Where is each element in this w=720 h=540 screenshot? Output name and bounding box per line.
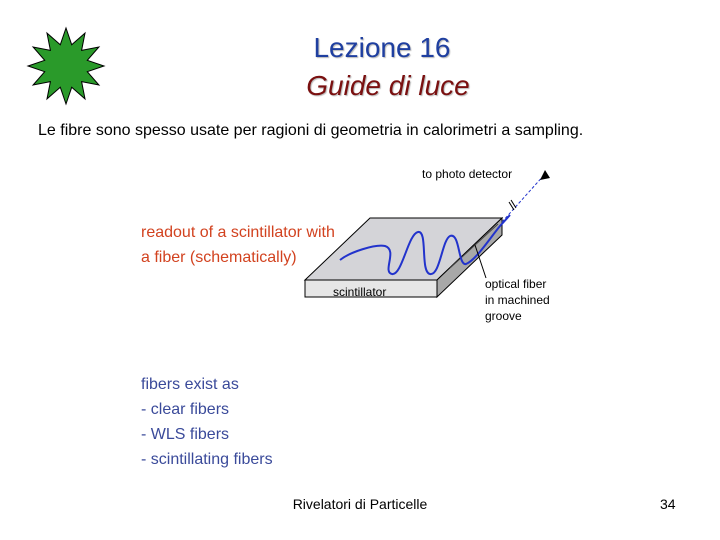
readout-label-line2: a fiber (schematically) xyxy=(141,249,297,266)
groove-label-line3: groove xyxy=(485,309,522,323)
photo-detector-label: to photo detector xyxy=(422,167,513,181)
readout-label-line1: readout of a scintillator with xyxy=(141,224,335,241)
fibers-heading: fibers exist as xyxy=(141,376,239,393)
list-item: - clear fibers xyxy=(141,401,230,418)
arrow-head-detector xyxy=(540,170,550,180)
scintillator-label: scintillator xyxy=(333,285,387,299)
intro-text: Le fibre sono spesso usate per ragioni di geometria in calorimetri a sampling. xyxy=(38,122,584,139)
list-item: - scintillating fibers xyxy=(141,451,273,468)
footer-course: Rivelatori di Particelle xyxy=(292,496,428,512)
groove-label xyxy=(485,276,550,324)
slide-subtitle: Guide di luce xyxy=(306,70,470,101)
fibers-list xyxy=(141,372,273,472)
groove-label-line1: optical fiber xyxy=(485,277,547,291)
groove-label-line2: in machined xyxy=(485,293,550,307)
page-number: 34 xyxy=(660,496,676,512)
slide-title: Lezione 16 xyxy=(313,32,451,63)
list-item: - WLS fibers xyxy=(141,426,230,443)
